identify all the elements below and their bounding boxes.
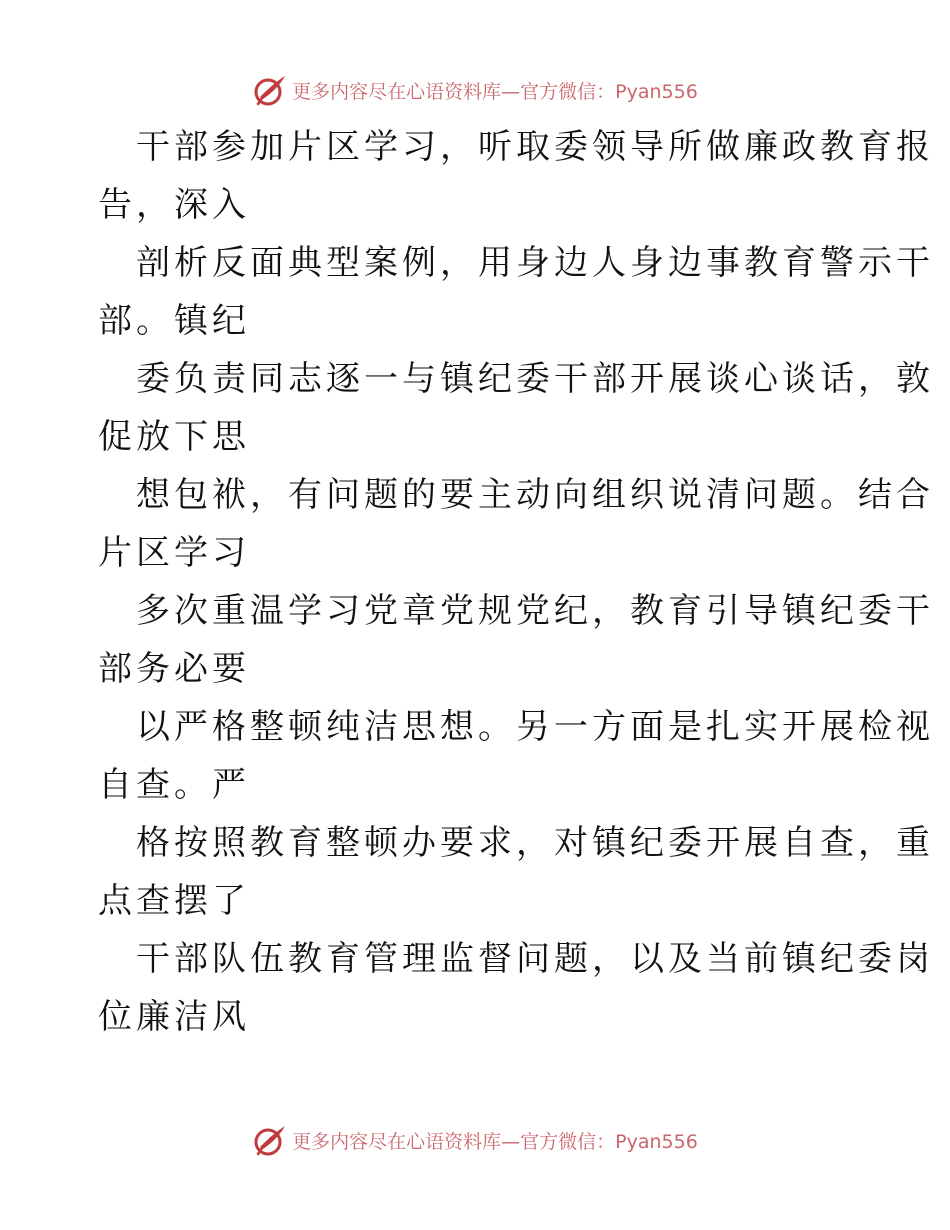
header-banner [0,70,950,110]
body-line: 干部队伍教育管理监督问题，以及当前镇纪委岗 [136,939,934,979]
body-line: 委负责同志逐一与镇纪委干部开展谈心谈话，敦 [136,359,934,399]
body-line: 剖析反面典型案例，用身边人身边事教育警示干 [136,243,934,283]
body-line: 片区学习 [98,533,250,573]
header-banner-text: 更多内容尽在心语资料库—官方微信：Pyan556 [292,80,698,103]
body-line: 以严格整顿纯洁思想。另一方面是扎实开展检视 [136,707,934,747]
body-line: 多次重温学习党章党规党纪，教育引导镇纪委干 [136,591,934,631]
body-line: 位廉洁风 [98,997,250,1037]
body-line: 自查。严 [98,765,250,805]
body-line: 点查摆了 [98,881,250,921]
body-line: 部务必要 [98,649,250,689]
document-body [98,118,934,1046]
quill-logo-icon [252,1123,288,1157]
body-line: 想包袱，有问题的要主动向组织说清问题。结合 [136,475,934,515]
footer-banner [0,1120,950,1160]
body-line: 格按照教育整顿办要求，对镇纪委开展自查，重 [136,823,934,863]
body-line: 促放下思 [98,417,250,457]
body-line: 部。镇纪 [98,301,250,341]
quill-logo-icon [252,73,288,107]
body-line: 干部参加片区学习，听取委领导所做廉政教育报 [136,127,934,167]
footer-banner-text: 更多内容尽在心语资料库—官方微信：Pyan556 [292,1130,698,1153]
body-line: 告，深入 [98,185,250,225]
